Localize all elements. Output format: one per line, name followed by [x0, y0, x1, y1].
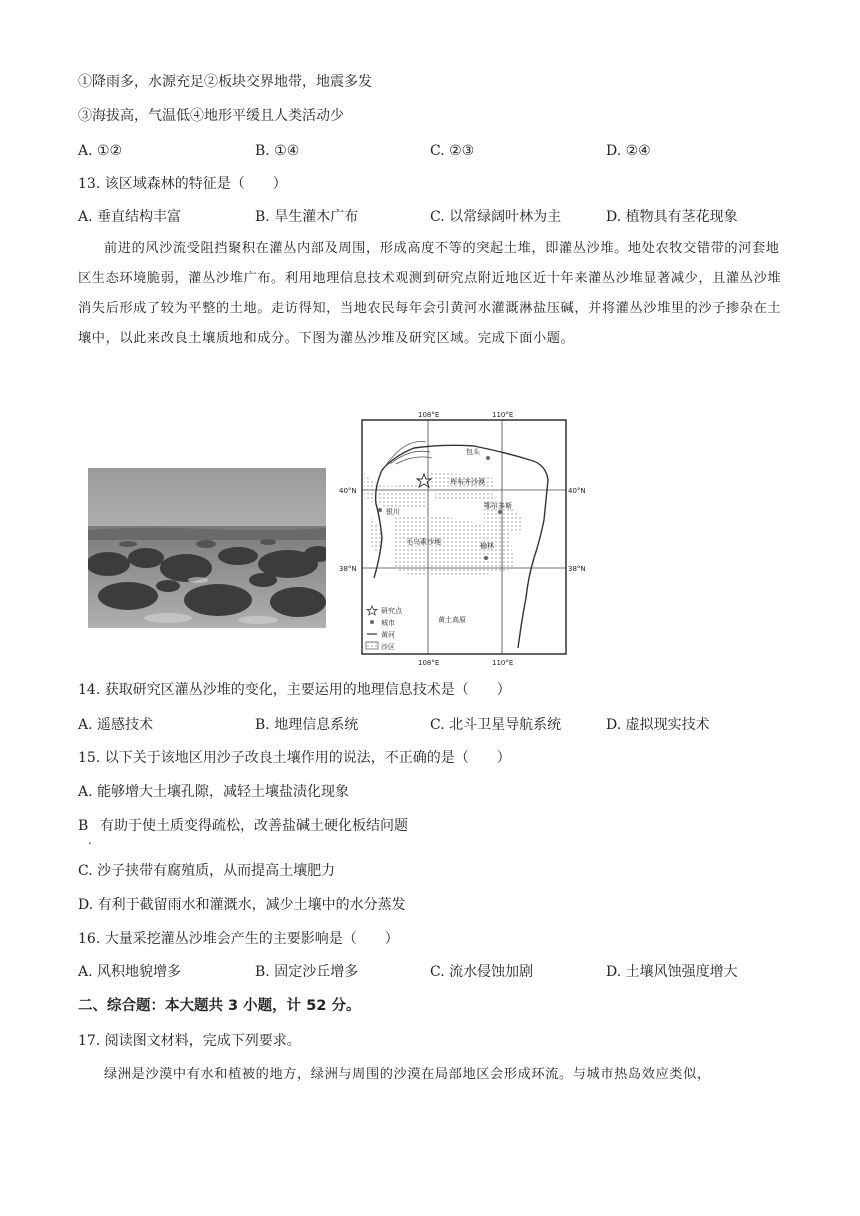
q15-option-d[interactable]: D. 有利于截留雨水和灌溉水，减少土壤中的水分蒸发: [78, 897, 406, 913]
q12-option-b[interactable]: B. ①④: [255, 143, 300, 159]
legend-study-point: 研究点: [381, 607, 402, 615]
q14-stem: 14. 获取研究区灌丛沙堆的变化，主要运用的地理信息技术是（ ）: [78, 682, 511, 698]
q16-option-b[interactable]: B. 固定沙丘增多: [255, 964, 359, 980]
passage-block: [78, 234, 784, 354]
q16-option-d[interactable]: D. 土壤风蚀强度增大: [606, 964, 738, 980]
legend-city: 城市: [381, 619, 395, 627]
legend-sand-icon: [366, 642, 378, 649]
place-baotou: 包头: [466, 448, 480, 456]
legend-sand-area: 沙区: [381, 643, 395, 651]
q16-option-a[interactable]: A. 风积地貌增多: [78, 964, 182, 980]
q13-option-b[interactable]: B. 旱生灌木广布: [255, 209, 359, 225]
lat-label-38-right: 38°N: [568, 565, 586, 573]
q15-option-b[interactable]: 有助于使土质变得疏松，改善盐碱土硬化板结问题: [100, 818, 408, 834]
q12-line2: ③海拔高，气温低④地形平缓且人类活动少: [78, 108, 344, 124]
q15-option-a[interactable]: A. 能够增大土壤孔隙，减轻土壤盐渍化现象: [78, 784, 350, 800]
q16-stem: 16. 大量采挖灌丛沙堆会产生的主要影响是（ ）: [78, 931, 399, 947]
q15-stem: 15. 以下关于该地区用沙子改良土壤作用的说法，不正确的是（ ）: [78, 750, 511, 766]
place-yulin: 榆林: [480, 542, 494, 550]
q14-option-c[interactable]: C. 北斗卫星导航系统: [430, 717, 562, 733]
q17-passage-block: [78, 1060, 784, 1090]
city-marker-ordos: [498, 510, 502, 514]
study-area-map: [334, 408, 594, 670]
place-loess-plateau: 黄土高原: [438, 616, 466, 624]
city-marker-yinchuan: [378, 508, 382, 512]
q15-option-b-dot: .: [88, 833, 92, 847]
place-yinchuan: 银川: [386, 508, 400, 516]
q13-option-a[interactable]: A. 垂直结构丰富: [78, 209, 182, 225]
q14-option-d[interactable]: D. 虚拟现实技术: [606, 717, 710, 733]
q13-stem: 13. 该区域森林的特征是（ ）: [78, 176, 287, 192]
q12-option-a[interactable]: A. ①②: [78, 143, 123, 159]
place-muus: 毛乌素沙地: [406, 538, 441, 546]
q13-option-c[interactable]: C. 以常绿阔叶林为主: [430, 209, 562, 225]
q12-line1: ①降雨多，水源充足②板块交界地带，地震多发: [78, 74, 372, 90]
city-marker-baotou: [486, 456, 490, 460]
q14-option-b[interactable]: B. 地理信息系统: [255, 717, 359, 733]
lon-label-110-top: 110°E: [492, 411, 514, 419]
place-ordos: 鄂尔多斯: [484, 502, 512, 510]
passage-text: 前进的风沙流受阻挡聚积在灌丛内部及周围，形成高度不等的突起土堆，即灌丛沙堆。地处农牧交错带的河套地区生态环境脆弱，灌丛沙堆广布。利用地理信息技术观测到研究点附近地区近十年来灌丛沙堆显著减少，且灌丛沙堆消失后形成了较为平整的土地。走访得知，当地农民每年会引黄河水灌溉淋盐压碱，并将灌丛沙堆里的沙子掺杂在土壤中，以此来改良土壤质地和成分。下图为灌丛沙堆及研究区域。完成下面小题。: [78, 241, 782, 346]
lat-label-38-left: 38°N: [339, 565, 357, 573]
q17-stem: 17. 阅读图文材料，完成下列要求。: [78, 1033, 301, 1049]
lat-label-40-right: 40°N: [568, 487, 586, 495]
city-marker-yulin: [484, 556, 488, 560]
q15-option-b-letter[interactable]: B: [78, 818, 89, 834]
lon-label-108-bottom: 108°E: [418, 659, 440, 667]
q12-option-d[interactable]: D. ②④: [606, 143, 651, 159]
lat-label-40-left: 40°N: [339, 487, 357, 495]
place-kubuqi: 库布齐沙漠: [450, 478, 485, 486]
legend-yellow-river: 黄河: [381, 631, 395, 639]
q17-passage: 绿洲是沙漠中有水和植被的地方，绿洲与周围的沙漠在局部地区会形成环流。与城市热岛效应类似，: [104, 1067, 711, 1082]
q12-option-c[interactable]: C. ②③: [430, 143, 475, 159]
lon-label-110-bottom: 110°E: [492, 659, 514, 667]
legend-city-icon: [370, 620, 374, 624]
lon-label-108-top: 108°E: [418, 411, 440, 419]
q13-option-d[interactable]: D. 植物具有茎花现象: [606, 209, 738, 225]
q14-option-a[interactable]: A. 遥感技术: [78, 717, 154, 733]
q16-option-c[interactable]: C. 流水侵蚀加剧: [430, 964, 534, 980]
q15-option-c[interactable]: C. 沙子挟带有腐殖质，从而提高土壤肥力: [78, 863, 336, 879]
section-two-heading: 二、综合题：本大题共 3 小题，计 52 分。: [78, 998, 361, 1014]
shrub-dune-photo: [88, 468, 326, 628]
